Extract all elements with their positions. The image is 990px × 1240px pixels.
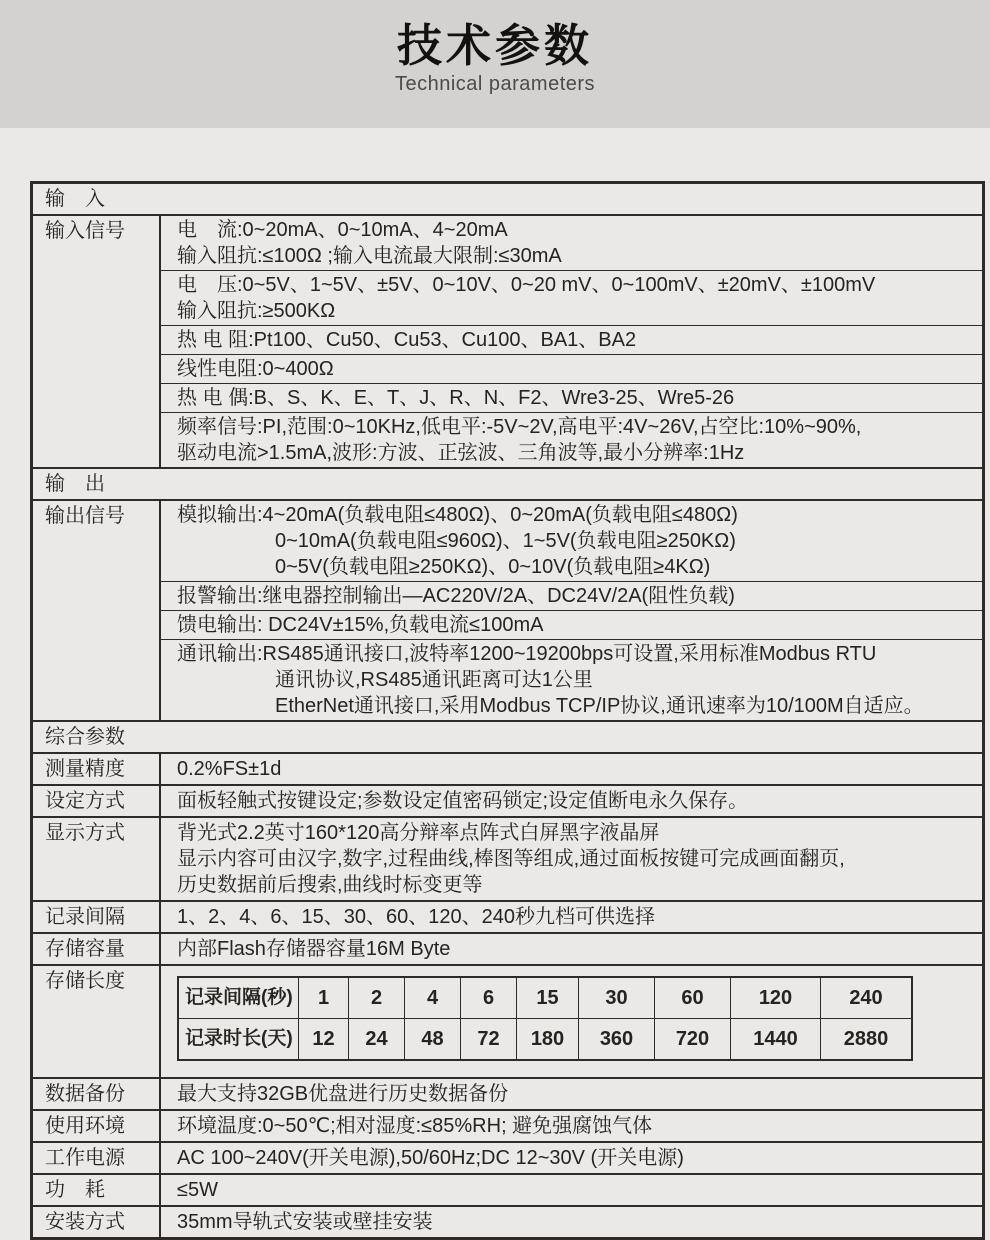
storage-table-cell: 4 — [405, 978, 461, 1019]
spec-line: 历史数据前后搜索,曲线时标变更等 — [177, 874, 483, 896]
spec-line: 电 流:0~20mA、0~10mA、4~20mA — [177, 219, 508, 241]
section-header-output — [33, 467, 982, 499]
row-label: 设定方式 — [33, 786, 161, 816]
storage-table-cell: 15 — [517, 978, 579, 1019]
page-title: 技术参数 — [396, 20, 593, 71]
row-label: 安装方式 — [33, 1207, 161, 1237]
storage-table-cell: 6 — [461, 978, 517, 1019]
storage-table-cell: 720 — [655, 1019, 731, 1059]
spec-line: 输入阻抗:≤100Ω ;输入电流最大限制:≤30mA — [177, 245, 562, 267]
spec-line: 环境温度:0~50℃;相对湿度:≤85%RH; 避免强腐蚀气体 — [177, 1115, 653, 1137]
spec-line: AC 100~240V(开关电源),50/60Hz;DC 12~30V (开关电源) — [177, 1147, 684, 1169]
row-label: 使用环境 — [33, 1111, 161, 1141]
page-header-band — [0, 0, 990, 128]
spec-line: 0~10mA(负载电阻≤960Ω)、1~5V(负载电阻≥250KΩ) — [275, 530, 736, 552]
table-row-storage-length — [33, 964, 982, 1077]
storage-table-cell: 72 — [461, 1019, 517, 1059]
spec-line: 频率信号:PI,范围:0~10KHz,低电平:-5V~2V,高电平:4V~26V,占空比:10%~90%, — [177, 416, 862, 438]
page-subtitle: Technical parameters — [394, 73, 596, 95]
spec-line: 驱动电流>1.5mA,波形:方波、正弦波、三角波等,最小分辨率:1Hz — [177, 442, 745, 464]
row-content — [161, 786, 982, 816]
spec-table — [30, 181, 985, 1240]
subrow-analog-output — [161, 501, 982, 582]
row-label: 存储容量 — [33, 934, 161, 964]
section-label-input: 输 入 — [45, 188, 105, 210]
table-row-data-backup — [33, 1077, 982, 1109]
table-row-power-consumption — [33, 1173, 982, 1205]
spec-line: 线性电阻:0~400Ω — [177, 358, 334, 380]
row-label-storage-length: 存储长度 — [33, 966, 161, 1077]
spec-line: EtherNet通讯接口,采用Modbus TCP/IP协议,通讯速率为10/100M自适应。 — [275, 695, 924, 717]
spec-line: 热 电 阻:Pt100、Cu50、Cu53、Cu100、BA1、BA2 — [177, 329, 637, 351]
table-row-environment — [33, 1109, 982, 1141]
row-label: 显示方式 — [33, 818, 161, 900]
subrow-feed-output — [161, 611, 982, 640]
row-label: 数据备份 — [33, 1079, 161, 1109]
row-content — [161, 818, 982, 900]
spec-line: 显示内容可由汉字,数字,过程曲线,棒图等组成,通过面板按键可完成画面翻页, — [177, 848, 845, 870]
spec-line: ≤5W — [177, 1179, 218, 1201]
row-content — [161, 1079, 982, 1109]
spec-line: 0.2%FS±1d — [177, 758, 282, 780]
subrow-linear-resistance — [161, 355, 982, 384]
spec-line: 输入阻抗:≥500KΩ — [177, 300, 336, 322]
subrow-rtd — [161, 326, 982, 355]
storage-table-cell: 24 — [349, 1019, 405, 1059]
row-content — [161, 1207, 982, 1237]
table-row-output-signal — [33, 499, 982, 720]
spec-line: 通讯协议,RS485通讯距离可达1公里 — [275, 669, 593, 691]
subrow-alarm-output — [161, 582, 982, 611]
storage-table-cell: 60 — [655, 978, 731, 1019]
row-content-output-signal — [161, 501, 982, 720]
subrow-thermocouple — [161, 384, 982, 413]
table-row-storage-capacity — [33, 932, 982, 964]
row-content — [161, 1175, 982, 1205]
table-row-input-signal — [33, 214, 982, 467]
storage-table-header: 记录时长(天) — [179, 1019, 299, 1059]
storage-table-cell: 2880 — [843, 1028, 889, 1050]
section-header-general — [33, 720, 982, 752]
row-content-input-signal — [161, 216, 982, 467]
row-label-output-signal: 输出信号 — [33, 501, 161, 720]
section-header-input — [33, 184, 982, 214]
storage-table-cell: 1 — [299, 978, 349, 1019]
subrow-frequency — [161, 413, 982, 467]
spec-line: 1、2、4、6、15、30、60、120、240秒九档可供选择 — [177, 906, 655, 928]
row-content — [161, 1143, 982, 1173]
storage-table-cell: 30 — [579, 978, 655, 1019]
row-label: 测量精度 — [33, 754, 161, 784]
spec-line: 通讯输出:RS485通讯接口,波特率1200~19200bps可设置,采用标准Modbus RTU — [177, 643, 877, 665]
table-row-accuracy — [33, 752, 982, 784]
storage-table-cell: 12 — [299, 1019, 349, 1059]
row-label-input-signal: 输入信号 — [33, 216, 161, 467]
table-row-installation — [33, 1205, 982, 1237]
spec-line: 最大支持32GB优盘进行历史数据备份 — [177, 1083, 509, 1105]
storage-table-cell: 240 — [821, 978, 911, 1019]
table-row-display-method — [33, 816, 982, 900]
subrow-communication-output — [161, 640, 982, 720]
storage-table-cell: 120 — [731, 978, 821, 1019]
spec-line: 面板轻触式按键设定;参数设定值密码锁定;设定值断电永久保存。 — [177, 790, 749, 812]
spec-line: 电 压:0~5V、1~5V、±5V、0~10V、0~20 mV、0~100mV、±20mV、±100mV — [177, 274, 876, 296]
spec-line: 热 电 偶:B、S、K、E、T、J、R、N、F2、Wre3-25、Wre5-26 — [177, 387, 735, 409]
spec-line: 35mm导轨式安装或壁挂安装 — [177, 1211, 433, 1233]
spec-line: 模拟输出:4~20mA(负载电阻≤480Ω)、0~20mA(负载电阻≤480Ω) — [177, 504, 738, 526]
section-label-output: 输 出 — [45, 473, 105, 495]
subrow-current — [161, 216, 982, 271]
spec-line: 报警输出:继电器控制输出—AC220V/2A、DC24V/2A(阻性负载) — [177, 585, 735, 607]
row-content — [161, 1111, 982, 1141]
spec-line: 内部Flash存储器容量16M Byte — [177, 938, 451, 960]
storage-length-table — [177, 976, 913, 1061]
storage-table-cell: 1440 — [731, 1019, 821, 1059]
storage-table-cell: 180 — [517, 1019, 579, 1059]
row-content — [161, 934, 982, 964]
table-row-power-supply — [33, 1141, 982, 1173]
row-content — [161, 754, 982, 784]
row-label: 功 耗 — [33, 1175, 161, 1205]
table-row-setting-method — [33, 784, 982, 816]
spec-line: 馈电输出: DC24V±15%,负载电流≤100mA — [177, 614, 544, 636]
table-row-record-interval — [33, 900, 982, 932]
storage-table-cell: 48 — [405, 1019, 461, 1059]
row-content — [161, 902, 982, 932]
storage-table-header: 记录间隔(秒) — [179, 978, 299, 1019]
row-content-storage-length — [161, 966, 982, 1077]
section-label-general: 综合参数 — [45, 726, 125, 748]
row-label: 工作电源 — [33, 1143, 161, 1173]
spec-line: 0~5V(负载电阻≥250KΩ)、0~10V(负载电阻≥4KΩ) — [275, 556, 711, 578]
subrow-voltage — [161, 271, 982, 326]
storage-table-cell: 2 — [349, 978, 405, 1019]
spec-line: 背光式2.2英寸160*120高分辩率点阵式白屏黑字液晶屏 — [177, 822, 660, 844]
row-label: 记录间隔 — [33, 902, 161, 932]
storage-table-cell: 360 — [579, 1019, 655, 1059]
